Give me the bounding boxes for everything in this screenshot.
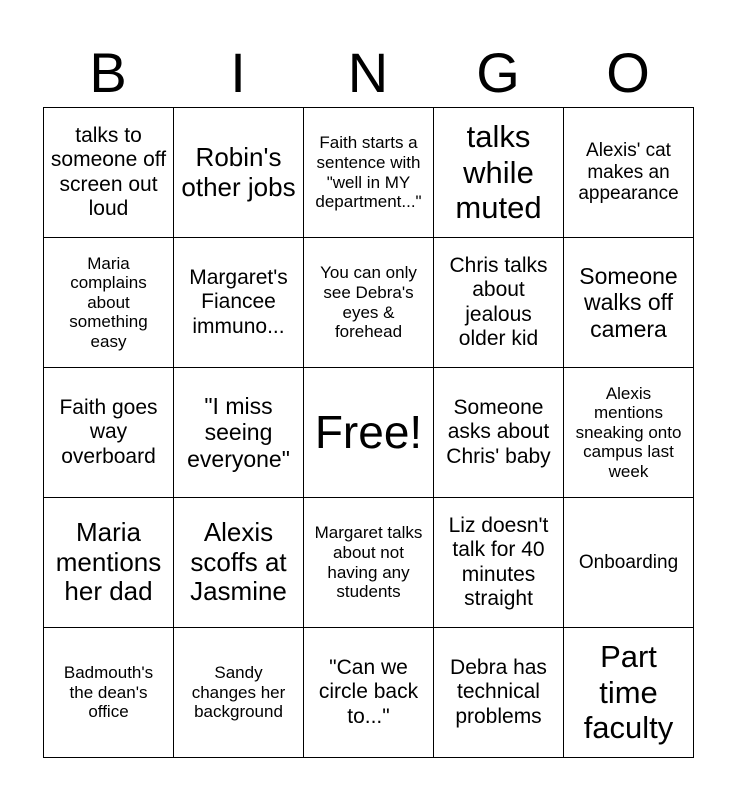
- bingo-cell[interactable]: [434, 108, 564, 238]
- bingo-cell[interactable]: [304, 108, 434, 238]
- cell-text: Alexis' cat makes an appearance: [578, 139, 679, 205]
- bingo-cell[interactable]: [434, 498, 564, 628]
- cell-text: Margaret's Fiancee immuno...: [189, 266, 288, 338]
- bingo-cell[interactable]: [174, 238, 304, 368]
- free-space-label: Free!: [314, 406, 423, 459]
- free-space[interactable]: [304, 368, 434, 498]
- cell-text: Sandy changes her background: [191, 663, 286, 722]
- bingo-cell[interactable]: [44, 368, 174, 498]
- cell-text: Alexis mentions sneaking onto campus last week: [575, 383, 682, 481]
- header-letter-i: I: [230, 41, 246, 104]
- cell-text: Onboarding: [578, 551, 679, 573]
- cell-text: Robin's other jobs: [181, 141, 296, 202]
- bingo-cell[interactable]: [304, 628, 434, 758]
- cell-text: Liz doesn't talk for 40 minutes straight: [448, 514, 549, 610]
- cell-text: Someone walks off camera: [579, 262, 678, 342]
- bingo-cell[interactable]: [174, 498, 304, 628]
- bingo-cell[interactable]: [44, 108, 174, 238]
- bingo-cell[interactable]: [44, 238, 174, 368]
- cell-text: You can only see Debra's eyes & forehead: [320, 263, 417, 342]
- bingo-cell[interactable]: [174, 628, 304, 758]
- bingo-cell[interactable]: [564, 498, 694, 628]
- cell-text: Badmouth's the dean's office: [63, 663, 154, 722]
- bingo-cell[interactable]: [44, 498, 174, 628]
- header-letter-b: B: [89, 41, 127, 104]
- bingo-cell[interactable]: [44, 628, 174, 758]
- bingo-cell[interactable]: [174, 108, 304, 238]
- cell-text: Debra has technical problems: [450, 656, 547, 728]
- header-letter-g: G: [476, 41, 520, 104]
- bingo-header: [43, 40, 693, 106]
- cell-text: "I miss seeing everyone": [187, 392, 290, 472]
- cell-text: Faith goes way overboard: [59, 396, 158, 468]
- bingo-cell[interactable]: [564, 628, 694, 758]
- bingo-cell[interactable]: [564, 238, 694, 368]
- cell-text: talks while muted: [455, 119, 542, 226]
- bingo-cell[interactable]: [434, 368, 564, 498]
- bingo-cell[interactable]: [564, 368, 694, 498]
- header-letter-o: O: [606, 41, 650, 104]
- cell-text: Someone asks about Chris' baby: [446, 396, 551, 468]
- header-letter-n: N: [347, 41, 389, 104]
- bingo-cell[interactable]: [304, 498, 434, 628]
- cell-text: "Can we circle back to...": [318, 656, 419, 728]
- cell-text: Margaret talks about not having any students: [314, 523, 423, 602]
- cell-text: talks to someone off screen out loud: [50, 124, 167, 220]
- bingo-cell[interactable]: [434, 238, 564, 368]
- cell-text: Alexis scoffs at Jasmine: [190, 516, 287, 607]
- cell-text: Maria mentions her dad: [55, 516, 162, 607]
- bingo-cell[interactable]: [174, 368, 304, 498]
- bingo-cell[interactable]: [304, 238, 434, 368]
- cell-text: Chris talks about jealous older kid: [449, 254, 548, 350]
- bingo-board: [43, 107, 694, 758]
- cell-text: Part time faculty: [583, 639, 674, 746]
- bingo-cell[interactable]: [564, 108, 694, 238]
- bingo-cell[interactable]: [434, 628, 564, 758]
- cell-text: Maria complains about something easy: [69, 253, 148, 351]
- cell-text: Faith starts a sentence with "well in MY department...": [315, 133, 422, 212]
